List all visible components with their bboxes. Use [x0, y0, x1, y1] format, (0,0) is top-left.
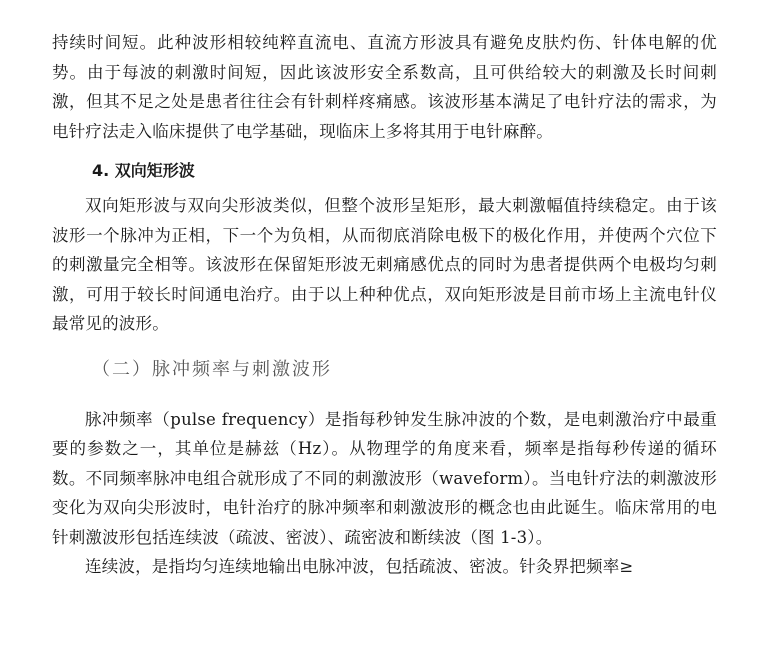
paragraph-pulse-frequency: 脉冲频率（pulse frequency）是指每秒钟发生脉冲波的个数，是电刺激治疗中最重要的参数之一，其单位是赫兹（Hz）。从物理学的角度来看，频率是指每秒传递的循环数。不同频率脉冲电组合就形成了不同的刺激波形（waveform）。当电针疗法的刺激波形变化为双向尖形波时，电针治疗的脉冲频率和刺激波形的概念也由此诞生。临床常用的电针刺激波形包括连续波（疏波、密波）、疏密波和断续波（图 1-3）。	[52, 409, 717, 547]
paragraph-continuous-wave: 连续波，是指均匀连续地输出电脉冲波，包括疏波、密波。针灸界把频率≥	[85, 557, 634, 576]
document-page	[52, 28, 717, 582]
section-heading-pulse-frequency: （二）脉冲频率与刺激波形	[92, 358, 332, 380]
paragraph-waveform-intro: 持续时间短。此种波形相较纯粹直流电、直流方形波具有避免皮肤灼伤、针体电解的优势。由于每波的刺激时间短，因此该波形安全系数高，且可供给较大的刺激及长时间刺激，但其不足之处是患者往往会有针刺样疼痛感。该波形基本满足了电针疗法的需求，为电针疗法走入临床提供了电学基础，现临床上多将其用于电针麻醉。	[52, 33, 717, 141]
paragraph-bidirectional-rectangular-wave: 双向矩形波与双向尖形波类似，但整个波形呈矩形，最大刺激幅值持续稳定。由于该波形一个脉冲为正相，下一个为负相，从而彻底消除电极下的极化作用，并使两个穴位下的刺激量完全相等。该波形在保留矩形波无刺痛感优点的同时为患者提供两个电极均匀刺激，可用于较长时间通电治疗。由于以上种种优点，双向矩形波是目前市场上主流电针仪最常见的波形。	[52, 196, 717, 333]
subheading-bidirectional-rectangular-wave: 4. 双向矩形波	[92, 161, 195, 180]
